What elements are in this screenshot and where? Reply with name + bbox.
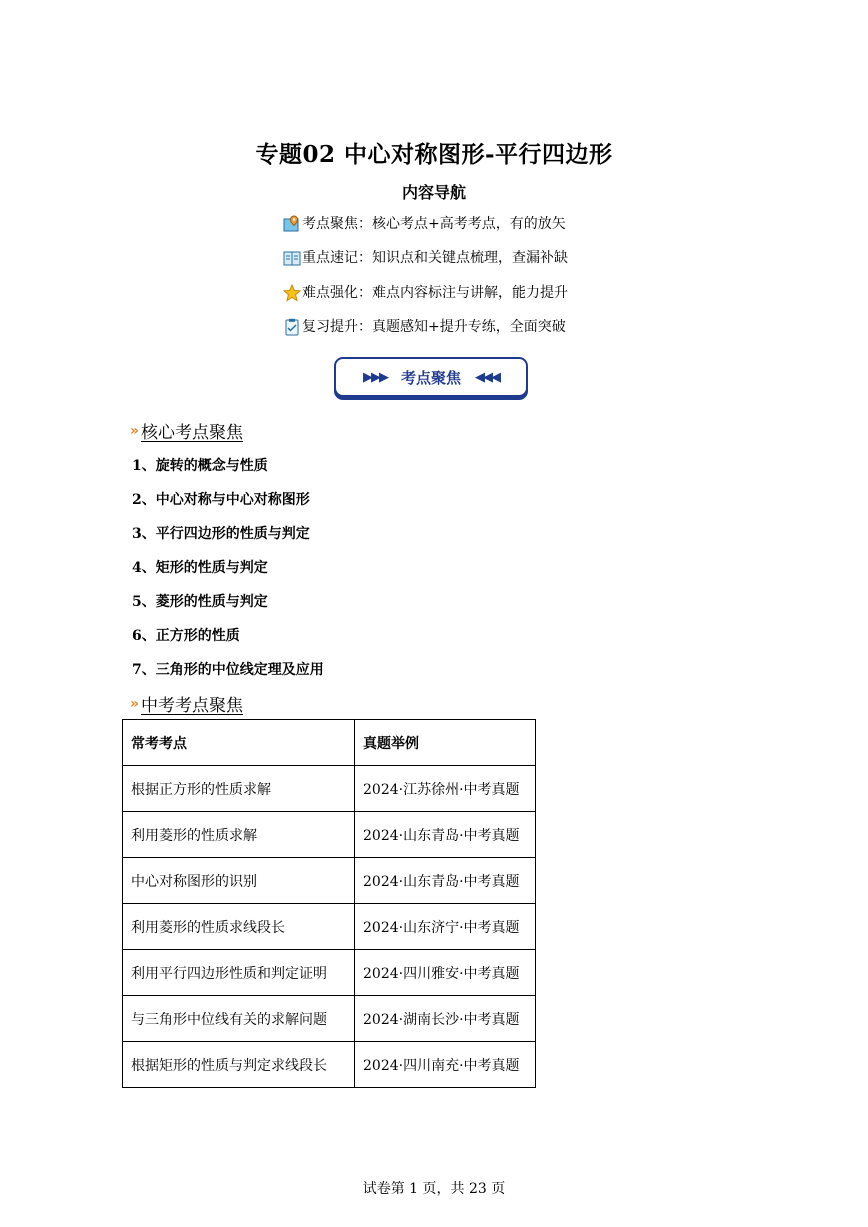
nav-line-notes: [283, 247, 568, 269]
topic-cell: 与三角形中位线有关的求解问题: [123, 996, 355, 1042]
topic-cell: 利用菱形的性质求线段长: [123, 904, 355, 950]
example-cell: 2024·山东济宁·中考真题: [355, 904, 536, 950]
core-item: 4、矩形的性质与判定: [132, 560, 268, 576]
topic-cell: 中心对称图形的识别: [123, 858, 355, 904]
exam-points-table: [122, 719, 536, 1088]
table-header-row: [123, 720, 536, 766]
nav-line-review: [283, 316, 566, 338]
header-cell: 真题举例: [355, 720, 536, 766]
core-item: 5、菱形的性质与判定: [132, 594, 268, 610]
core-section-heading: » 核心考点聚焦: [130, 422, 244, 443]
double-chevron-icon: »: [130, 695, 136, 712]
star-icon: [283, 284, 301, 302]
example-cell: 2024·四川雅安·中考真题: [355, 950, 536, 996]
page-title: 专题02 中心对称图形-平行四边形: [255, 141, 613, 168]
table-row: [123, 766, 536, 812]
topic-cell: 根据矩形的性质与判定求线段长: [123, 1042, 355, 1088]
table-row: [123, 812, 536, 858]
checklist-icon: [283, 318, 301, 336]
book-icon: [283, 249, 301, 267]
example-cell: 2024·四川南充·中考真题: [355, 1042, 536, 1088]
nav-line-focus: [283, 213, 566, 235]
table-row: [123, 858, 536, 904]
example-cell: 2024·山东青岛·中考真题: [355, 812, 536, 858]
double-chevron-icon: »: [130, 422, 136, 439]
core-item: 1、旋转的概念与性质: [132, 458, 268, 474]
map-pin-icon: [283, 215, 301, 233]
nav-label: 考点聚焦：核心考点+高考考点，有的放矢: [302, 216, 566, 232]
left-arrows-icon: ◀◀◀: [475, 369, 499, 385]
core-item: 6、正方形的性质: [132, 628, 240, 644]
topic-cell: 利用菱形的性质求解: [123, 812, 355, 858]
nav-label: 难点强化：难点内容标注与讲解，能力提升: [302, 285, 568, 301]
example-cell: 2024·江苏徐州·中考真题: [355, 766, 536, 812]
nav-label: 重点速记：知识点和关键点梳理，查漏补缺: [302, 250, 568, 266]
table-row: [123, 1042, 536, 1088]
example-cell: 2024·山东青岛·中考真题: [355, 858, 536, 904]
topic-cell: 利用平行四边形性质和判定证明: [123, 950, 355, 996]
nav-line-difficulty: [283, 282, 568, 304]
page-footer: 试卷第 1 页，共 23 页: [362, 1181, 506, 1197]
table-row: [123, 996, 536, 1042]
nav-label: 复习提升：真题感知+提升专练，全面突破: [302, 319, 566, 335]
content-nav-title: 内容导航: [401, 183, 466, 202]
example-cell: 2024·湖南长沙·中考真题: [355, 996, 536, 1042]
core-item: 3、平行四边形的性质与判定: [132, 526, 310, 542]
table-row: [123, 950, 536, 996]
topic-cell: 根据正方形的性质求解: [123, 766, 355, 812]
header-cell: 常考考点: [123, 720, 355, 766]
banner-label: 考点聚焦: [400, 368, 461, 387]
exam-section-heading: » 中考考点聚焦: [130, 695, 244, 716]
right-arrows-icon: ▶▶▶: [362, 369, 387, 385]
section-banner: [334, 357, 528, 397]
core-item: 2、中心对称与中心对称图形: [132, 492, 310, 508]
table-row: [123, 904, 536, 950]
core-item: 7、三角形的中位线定理及应用: [132, 662, 324, 678]
